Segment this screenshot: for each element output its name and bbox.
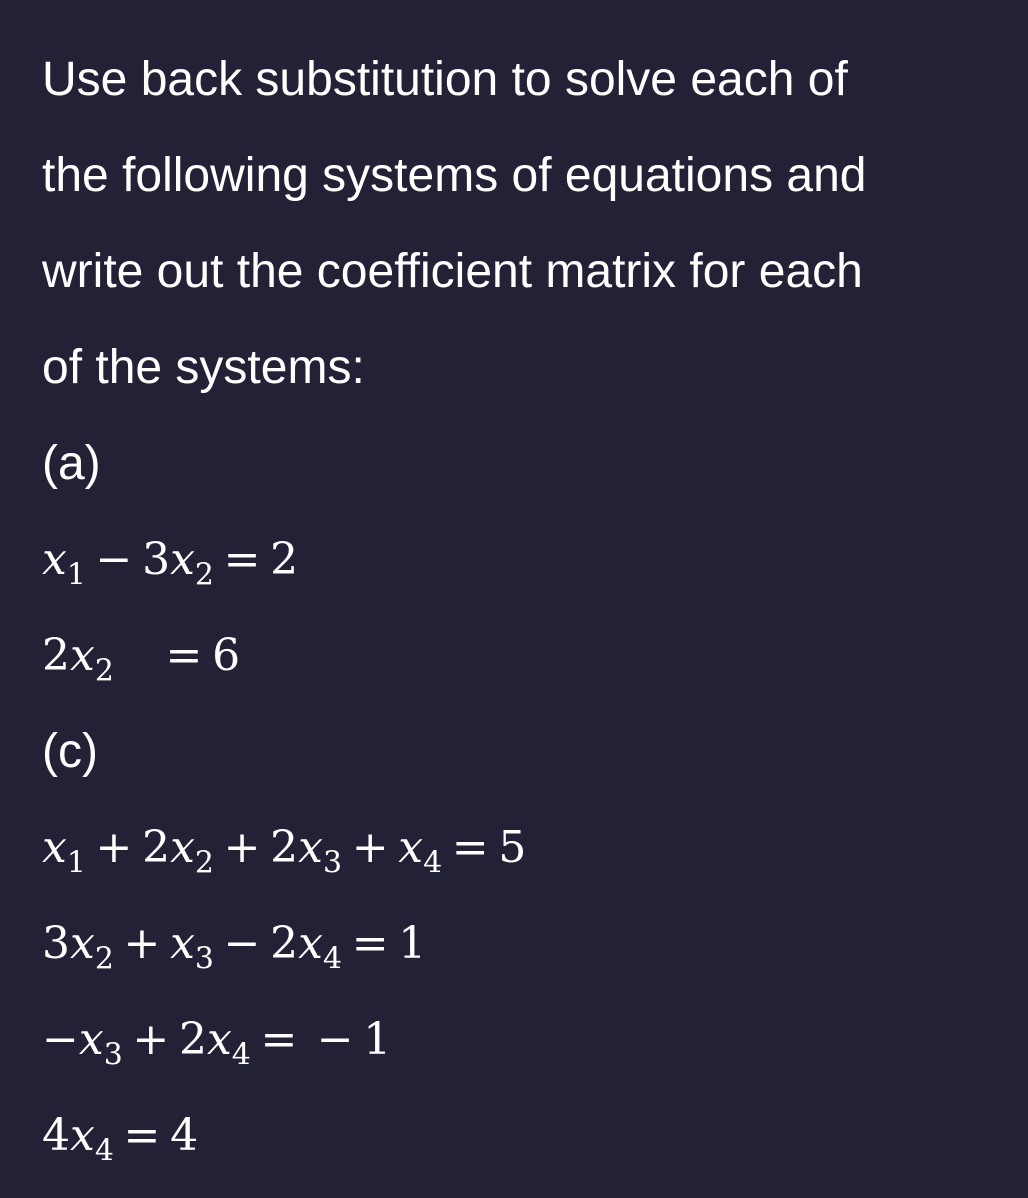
intro-line: Use back substitution to solve each of: [42, 53, 848, 106]
equation: $3x_2 + x_3 - 2x_4 = 1$: [42, 918, 427, 977]
equation: $2x_2 = 6$: [42, 630, 241, 689]
equation: $x_1 + 2x_2 + 2x_3 + x_4 = 5$: [42, 822, 527, 881]
intro-line: the following systems of equations and: [42, 149, 867, 202]
part-c-label: (c): [42, 725, 98, 778]
equation: $-x_3 + 2x_4$ = − 1: [42, 1014, 392, 1073]
part-a-label: (a): [42, 437, 101, 490]
problem-statement: [42, 32, 1002, 416]
intro-line: write out the coefficient matrix for each: [42, 245, 863, 298]
equation: $x_1 - 3x_2 = 2$: [42, 534, 299, 593]
equation: $4x_4 = 4$: [42, 1110, 199, 1169]
intro-line: of the systems:: [42, 341, 365, 394]
problem-page: [42, 0, 1002, 1184]
